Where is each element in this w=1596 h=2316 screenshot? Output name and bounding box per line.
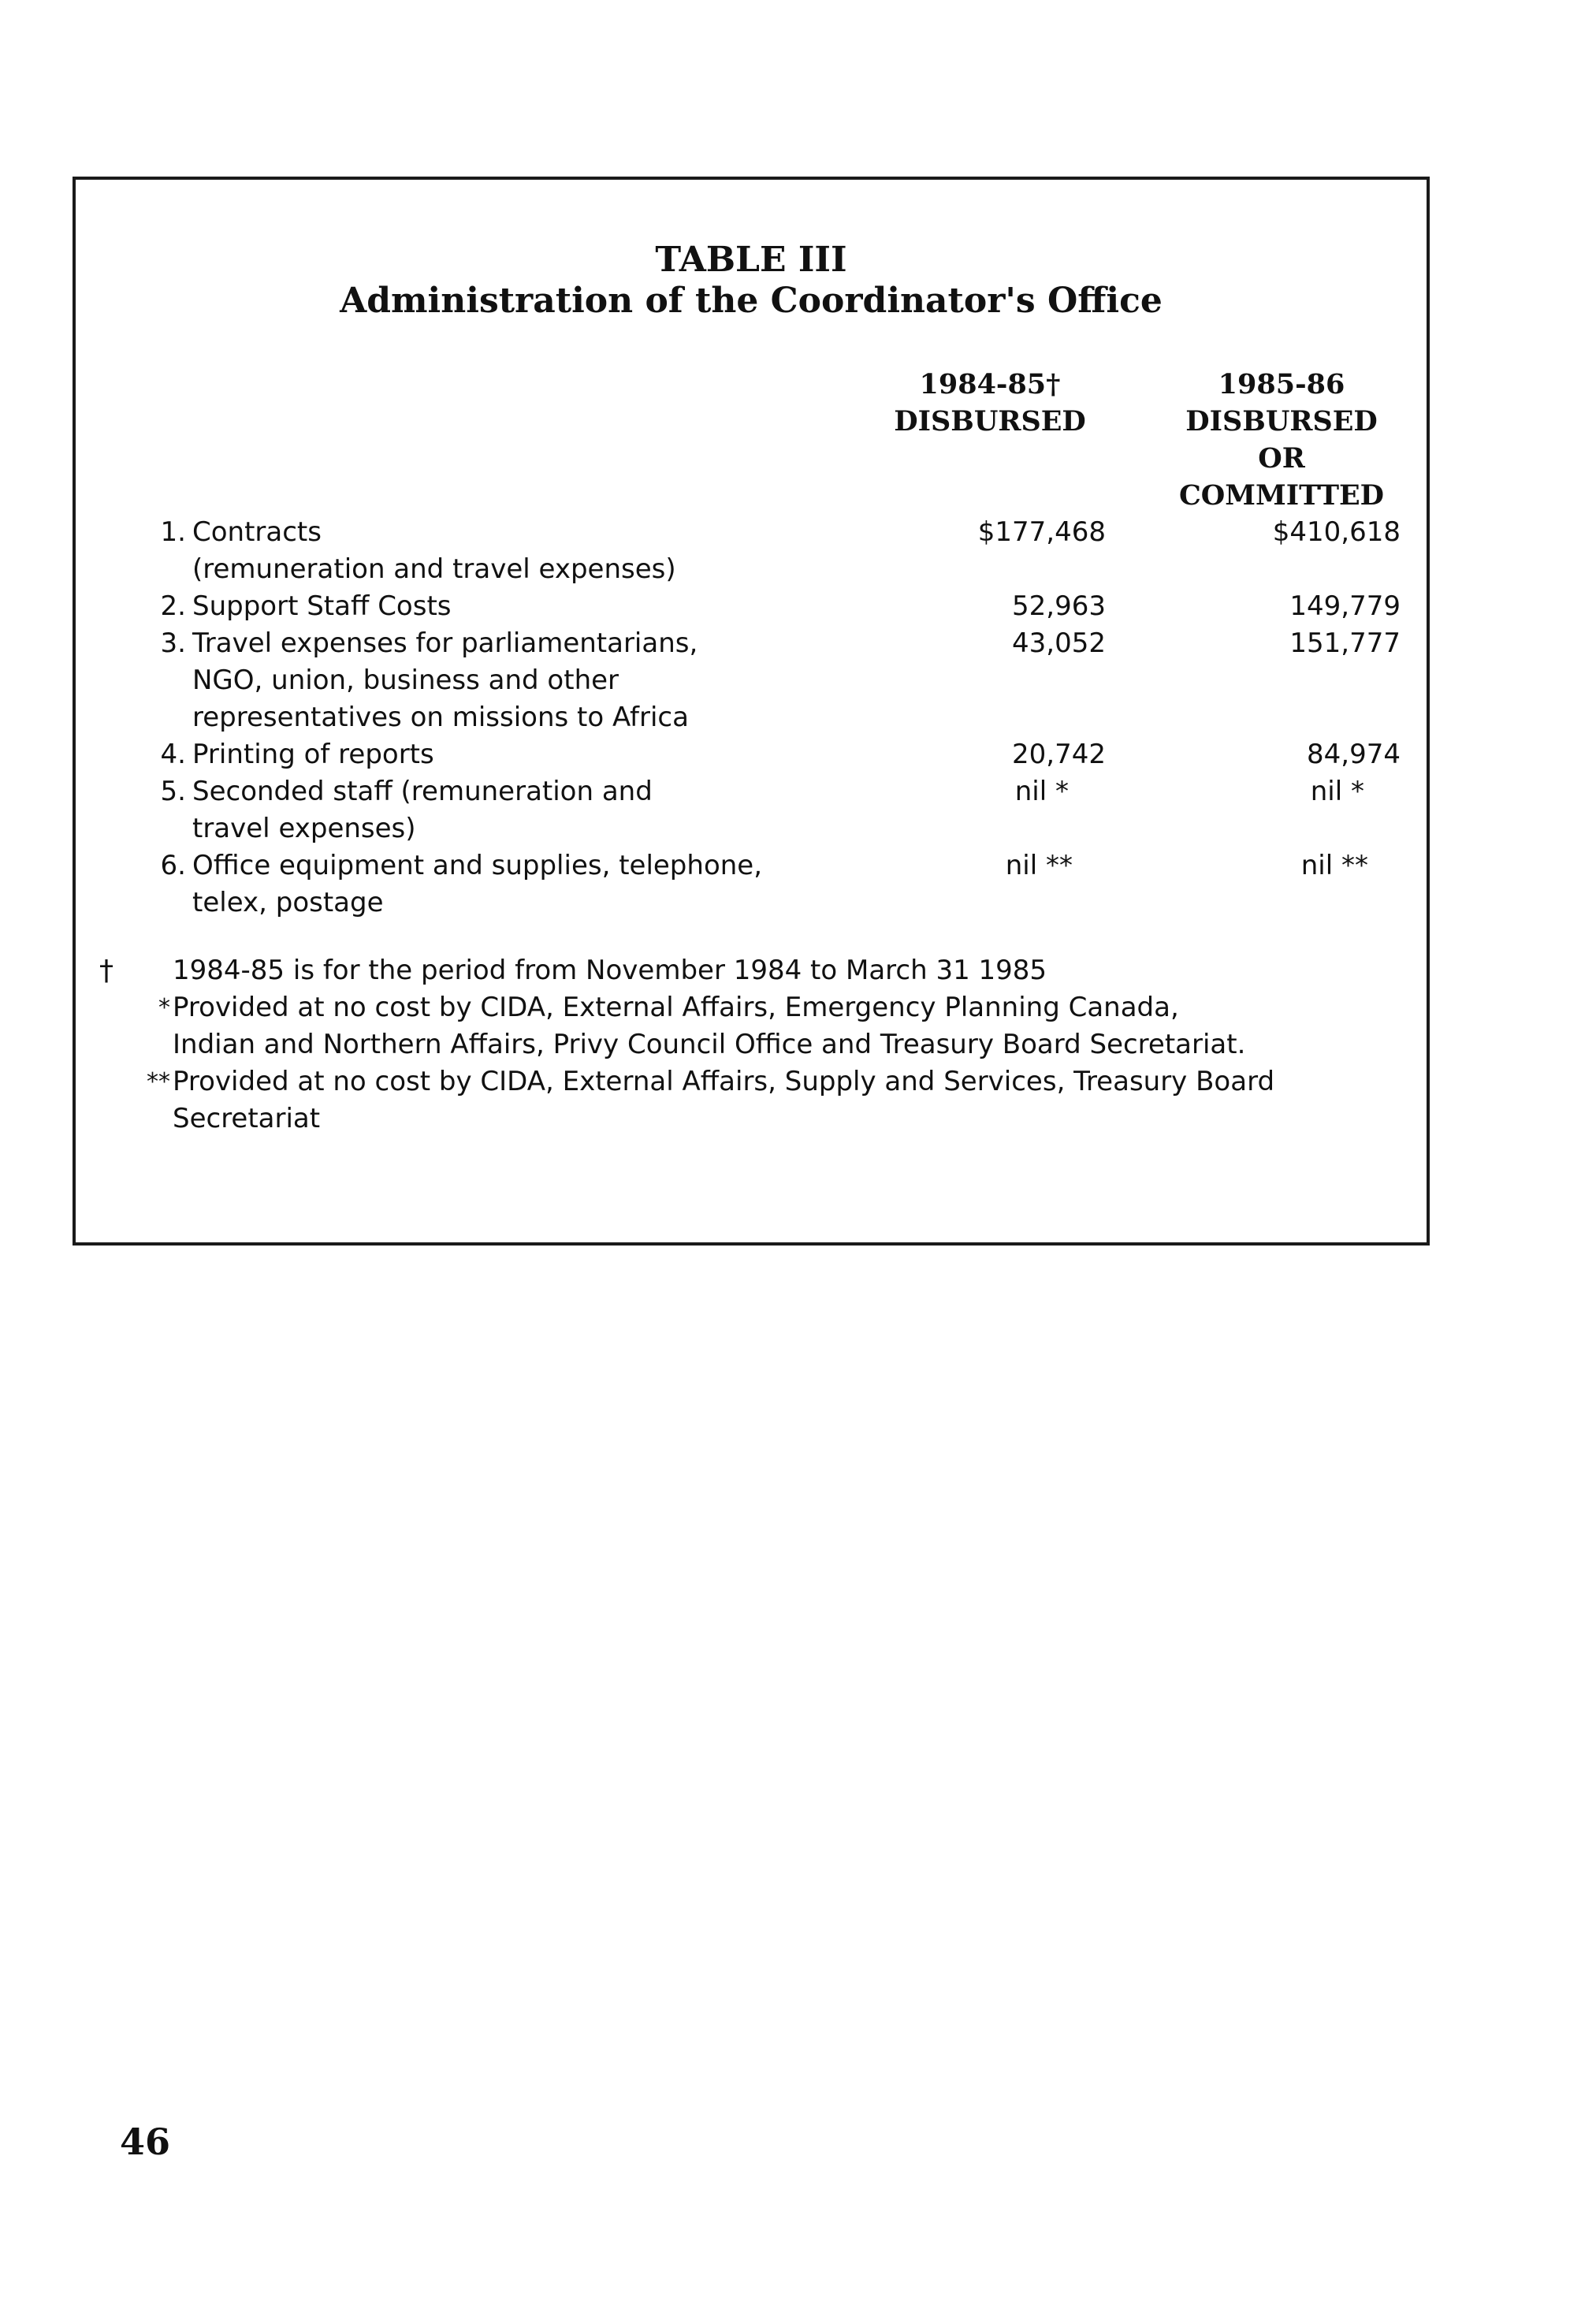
row-description [192, 625, 839, 736]
row-number: 2. [160, 590, 186, 622]
footnote-line: Provided at no cost by CIDA, External Affairs, Supply and Services, Treasury Board [173, 1066, 1275, 1097]
column-header-1984-85 [864, 366, 1116, 440]
row-description-line: telex, postage [192, 887, 384, 918]
footnote-dagger [76, 952, 1386, 989]
row-description-line: Support Staff Costs [192, 590, 452, 622]
footnote-mark: * [158, 994, 170, 1022]
column-header-line: OR [1258, 442, 1305, 475]
column-header-line: 1984-85† [919, 368, 1061, 400]
value-1984-85: 20,742 [1012, 739, 1106, 770]
value-1985-86: $410,618 [1272, 516, 1401, 548]
footnote-mark: ** [147, 1068, 170, 1096]
footnotes [76, 952, 1427, 1138]
value-1984-85: nil * [1014, 776, 1069, 807]
row-description-line: (remuneration and travel expenses) [192, 553, 676, 585]
footnote-single-asterisk [76, 989, 1386, 1063]
row-description [192, 773, 839, 847]
footnote-mark: † [99, 955, 113, 987]
value-1984-85: 43,052 [1012, 627, 1106, 659]
row-description [192, 514, 839, 588]
row-description-line: Travel expenses for parliamentarians, [192, 627, 698, 659]
footnote-line: Indian and Northern Affairs, Privy Council Office and Treasury Board Secretariat. [173, 1029, 1246, 1060]
row-number: 3. [160, 627, 186, 659]
footnote-line: 1984-85 is for the period from November 1984 to March 31 1985 [173, 955, 1047, 986]
footnote-line: Secretariat [173, 1103, 321, 1134]
column-header-1985-86 [1155, 366, 1408, 514]
row-description-line: travel expenses) [192, 813, 416, 844]
value-1985-86: 151,777 [1289, 627, 1401, 659]
column-header-line: DISBURSED [1185, 405, 1378, 438]
value-1985-86: nil * [1310, 776, 1364, 807]
row-number: 4. [160, 739, 186, 770]
row-number: 6. [160, 850, 186, 881]
row-description-line: representatives on missions to Africa [192, 702, 689, 733]
row-description [192, 588, 839, 625]
row-description [192, 847, 839, 922]
page-number: 46 [120, 2121, 171, 2163]
value-1985-86: 84,974 [1307, 739, 1401, 770]
table-subtitle: Administration of the Coordinator's Office [340, 281, 1163, 321]
footnote-line: Provided at no cost by CIDA, External Affairs, Emergency Planning Canada, [173, 992, 1179, 1023]
row-description-line: Office equipment and supplies, telephone, [192, 850, 763, 881]
row-description-line: NGO, union, business and other [192, 665, 619, 696]
column-header-line: 1985-86 [1218, 368, 1345, 400]
value-1984-85: $177,468 [977, 516, 1106, 548]
row-description-line: Contracts [192, 516, 322, 548]
row-number: 1. [160, 516, 186, 548]
column-header-line: COMMITTED [1178, 479, 1385, 512]
value-1984-85: 52,963 [1012, 590, 1106, 622]
row-description [192, 736, 839, 773]
table-frame [73, 177, 1430, 1246]
value-1985-86: 149,779 [1289, 590, 1401, 622]
value-1984-85: nil ** [1005, 850, 1073, 881]
row-description-line: Printing of reports [192, 739, 434, 770]
column-header-line: DISBURSED [894, 405, 1086, 438]
row-number: 5. [160, 776, 186, 807]
footnote-double-asterisk [76, 1063, 1386, 1138]
table-title: TABLE III [655, 240, 847, 280]
row-description-line: Seconded staff (remuneration and [192, 776, 653, 807]
value-1985-86: nil ** [1300, 850, 1368, 881]
